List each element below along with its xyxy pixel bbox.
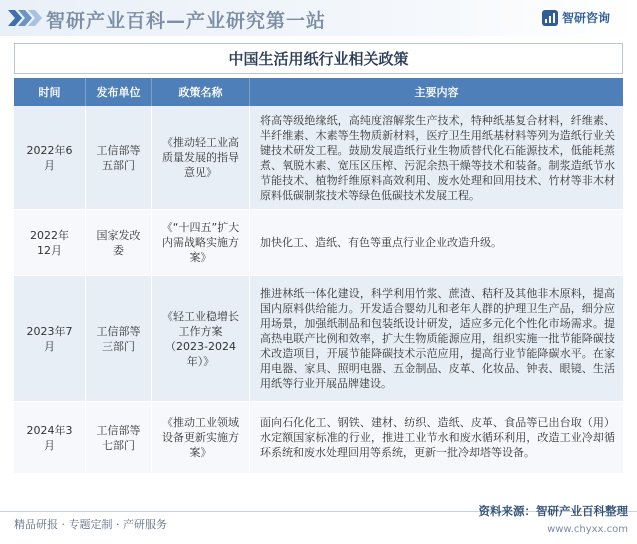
cell-time bbox=[14, 106, 86, 209]
cell-publisher-text: 工信部等三部门 bbox=[96, 324, 141, 353]
cell-publisher bbox=[86, 210, 152, 275]
table-row bbox=[14, 276, 623, 402]
cell-content bbox=[250, 402, 623, 473]
cell-publisher-text: 国家发改委 bbox=[96, 228, 141, 257]
cell-publisher bbox=[86, 402, 152, 473]
cell-publisher bbox=[86, 106, 152, 209]
cell-publisher-text: 工信部等五部门 bbox=[96, 143, 141, 172]
footer-source-block bbox=[452, 503, 628, 535]
cell-content-text: 推进林纸一体化建设，科学利用竹浆、蔗渣、秸秆及其他非木原料，提高国内原料供给能力。开发适合婴幼儿和老年人群的护理卫生产品，细分应用场景，加强纸制品和包装纸设计研发，适应多元化个性化市场需求。提高热电联产比例和效率，扩大生物质能源应用，组织实施一批节能降碳技术改造项目，开展节能降碳技术示范应用，提高行业节能降碳水平。在家用电器、家具、照明电器、五金制品、皮革、化妆品、钟表、眼镜、生活用纸等行业开展品牌建设。 bbox=[260, 287, 615, 390]
chevron-arrows-icon bbox=[8, 10, 42, 26]
brand-logo-text: 智研咨询 bbox=[562, 11, 611, 25]
cell-time-text: 2022年6月 bbox=[26, 143, 73, 172]
table-row bbox=[14, 106, 623, 210]
column-header-policy: 政策名称 bbox=[152, 78, 250, 106]
cell-content bbox=[250, 210, 623, 275]
cell-policy-text: 《轻工业稳增长工作方案（2023-2024年）》 bbox=[162, 309, 239, 368]
cell-policy bbox=[152, 106, 250, 209]
cell-content-text: 加快化工、造纸、有色等重点行业企业改造升级。 bbox=[260, 236, 502, 249]
brand-logo[interactable] bbox=[542, 9, 610, 26]
cell-time-text: 2022年12月 bbox=[30, 228, 69, 257]
top-banner bbox=[0, 0, 637, 36]
footer-source: 资料来源：智研产业百科整理 bbox=[478, 504, 628, 518]
cell-content bbox=[250, 106, 623, 209]
cell-publisher bbox=[86, 276, 152, 401]
cell-time-text: 2024年3月 bbox=[26, 423, 73, 452]
column-header-content: 主要内容 bbox=[414, 86, 459, 99]
policy-table bbox=[14, 78, 623, 474]
table-row bbox=[14, 402, 623, 474]
footer-url[interactable]: www.chyxx.com bbox=[547, 524, 628, 535]
banner-title: 智研产业百科—产业研究第一站 bbox=[46, 10, 327, 32]
cell-content-text: 将高等级绝缘纸，高纯度溶解浆生产技术，特种纸基复合材料，纤维素、半纤维素、木素等生物质新材料，医疗卫生用纸基材料等列为造纸行业关键技术研发工程。鼓励发展造纸行业生物质替代化石能源技术，低能耗蒸煮、氧脱木素、宽压区压榨、污泥余热干燥等技术和装备。制浆造纸节水节能技术、植物纤维原料高效利用、废水处理和回用技术、竹材等非木材原料低碳制浆技术等绿色低碳技术发展工程。 bbox=[260, 113, 615, 202]
cell-policy-text: 《推动工业领域设备更新实施方案》 bbox=[162, 416, 239, 459]
cell-content bbox=[250, 276, 623, 401]
cell-content-text: 面向石化化工、钢铁、建材、纺织、造纸、皮革、食品等已出台取（用）水定额国家标准的行业，推进工业节水和废水循环利用，改造工业冷却循环系统和废水处理回用等系统，更新一批冷却塔等设备。 bbox=[260, 416, 615, 459]
cell-policy bbox=[152, 402, 250, 473]
brand-logo-icon bbox=[542, 10, 558, 26]
cell-time bbox=[14, 402, 86, 473]
table-title-box bbox=[14, 43, 623, 74]
column-header-time: 时间 bbox=[14, 78, 86, 106]
cell-policy bbox=[152, 276, 250, 401]
cell-time bbox=[14, 276, 86, 401]
cell-policy-text: 《“十四五”扩大内需战略实施方案》 bbox=[161, 221, 240, 264]
table-row bbox=[14, 210, 623, 276]
cell-policy bbox=[152, 210, 250, 275]
footer-services: 精品研报 · 专题定制 · 产研服务 bbox=[14, 518, 167, 531]
column-header-publisher: 发布单位 bbox=[86, 78, 152, 106]
table-header-row bbox=[14, 78, 623, 106]
cell-time bbox=[14, 210, 86, 275]
cell-policy-text: 《推动轻工业高质量发展的指导意见》 bbox=[162, 136, 239, 179]
cell-time-text: 2023年7月 bbox=[26, 324, 73, 353]
cell-publisher-text: 工信部等七部门 bbox=[96, 423, 141, 452]
table-title: 中国生活用纸行业相关政策 bbox=[228, 50, 409, 68]
